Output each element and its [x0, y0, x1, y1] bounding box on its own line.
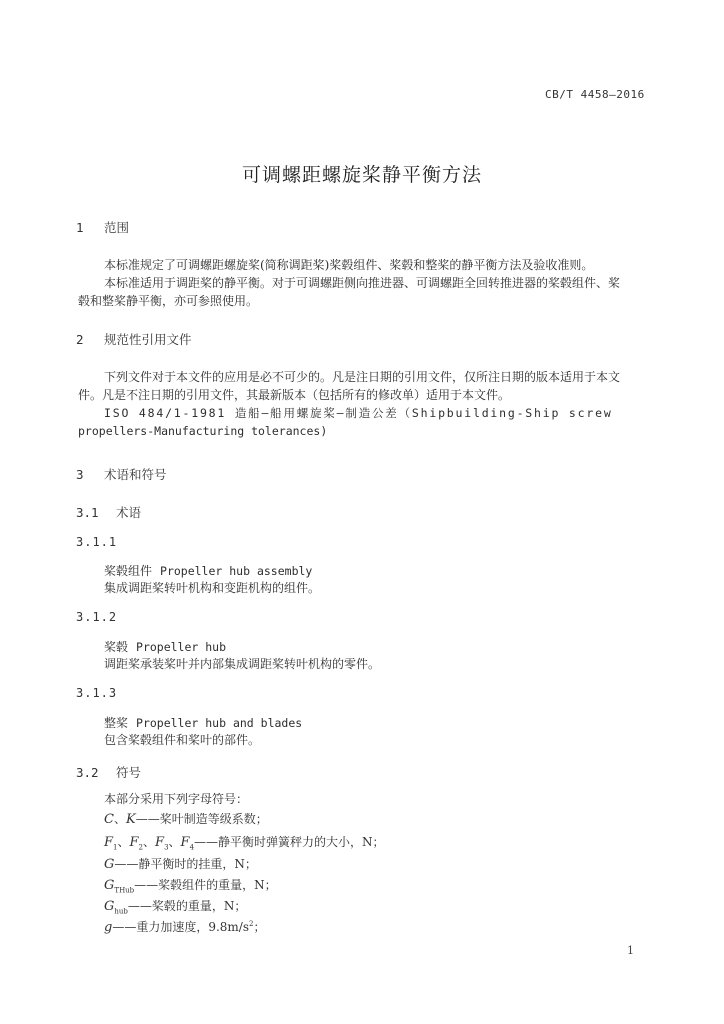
symbol-variable: C: [104, 812, 114, 827]
section-title: 术语: [116, 505, 142, 520]
symbol-subscript: 1: [113, 843, 118, 852]
symbol-subscript: Hub: [119, 886, 135, 895]
symbol-variable: F: [104, 835, 114, 850]
term-entry: [104, 562, 312, 579]
term-chinese: 整桨: [104, 716, 129, 730]
section-title: 范围: [104, 220, 130, 235]
term-english: Propeller hub and blades: [136, 716, 303, 730]
reference-text: ISO 484/1-1981 造船—船用螺旋桨—制造公差（Shipbuilding-Ship screw: [104, 406, 613, 420]
symbol-subscript: 4: [189, 843, 195, 852]
page-number: 1: [627, 944, 634, 957]
symbol-superscript: 2: [249, 920, 254, 928]
symbol-gravity: [104, 918, 265, 935]
paragraph: 本标准适用于调距桨的静平衡。对于可调螺距侧向推进器、可调螺距全回转推进器的桨毂组件、桨: [104, 276, 621, 290]
section-number: 1: [76, 220, 84, 235]
separator: 、: [168, 835, 181, 849]
symbol-variable: g: [104, 920, 113, 935]
symbols-intro: 本部分采用下列字母符号：: [104, 792, 249, 806]
symbol-description: ——桨毂的重量，N；: [127, 899, 247, 913]
symbol-c-k: [104, 810, 268, 827]
term-chinese: 桨毂组件: [104, 564, 153, 578]
term-chinese: 桨毂: [104, 640, 129, 654]
section-1-heading: [76, 218, 129, 236]
symbol-subscript: T: [114, 886, 120, 895]
symbol-subscript: hub: [114, 907, 128, 916]
paragraph-continuation: 件。凡是不注日期的引用文件，其最新版本（包括所有的修改单）适用于本文件。: [78, 388, 511, 402]
term-english: Propeller hub assembly: [160, 564, 313, 578]
section-title: 符号: [116, 765, 142, 780]
term-entry: [104, 638, 226, 655]
punctuation: ；: [253, 920, 266, 934]
symbol-description: ——重力加速度，9.8m/s: [112, 920, 249, 934]
paragraph: 本标准规定了可调螺距螺旋桨(简称调距桨)桨毂组件、桨毂和整桨的静平衡方法及验收准则。: [104, 258, 594, 272]
symbol-subscript: 2: [138, 843, 144, 852]
term-definition: 调距桨承装桨叶并内部集成调距桨转叶机构的零件。: [104, 657, 381, 671]
symbol-variable: F: [155, 835, 165, 850]
term-number: 3.1.3: [76, 686, 118, 700]
section-title: 规范性引用文件: [104, 332, 192, 347]
symbol-g-thub: [104, 876, 277, 894]
term-definition: 包含桨毂组件和桨叶的部件。: [104, 733, 261, 747]
term-number: 3.1.2: [76, 610, 118, 624]
term-entry: [104, 714, 302, 731]
paragraph-continuation: 毂和整桨静平衡，亦可参照使用。: [78, 294, 259, 308]
term-definition: 集成调距桨转叶机构和变距机构的组件。: [104, 581, 321, 595]
symbol-description: ——桨叶制造等级系数；: [135, 812, 268, 826]
separator: 、: [143, 835, 156, 849]
section-2-heading: [76, 330, 192, 348]
symbol-variable: F: [180, 835, 190, 850]
section-title: 术语和符号: [104, 467, 167, 482]
section-number: 2: [76, 332, 84, 347]
normative-reference: [104, 403, 613, 423]
symbol-description: ——静平衡时弹簧秤力的大小，N；: [194, 835, 385, 849]
separator: 、: [113, 812, 126, 826]
symbol-variable: F: [129, 835, 139, 850]
subsection-3-2-heading: [76, 763, 141, 781]
document-title: 可调螺距螺旋桨静平衡方法: [241, 164, 482, 186]
section-3-heading: [76, 465, 167, 483]
term-english: Propeller hub: [136, 640, 227, 654]
symbol-g-hub: [104, 897, 246, 915]
term-number: 3.1.1: [76, 535, 118, 549]
paragraph: 下列文件对于本文件的应用是必不可少的。凡是注日期的引用文件，仅所注日期的版本适用于本文: [104, 370, 621, 384]
symbol-variable: G: [104, 857, 115, 872]
standard-number: CB/T 4458—2016: [545, 88, 645, 101]
section-number: 3.2: [76, 765, 99, 780]
reference-text-continuation: propellers-Manufacturing tolerances): [78, 424, 328, 438]
separator: 、: [117, 835, 130, 849]
symbol-g-weight: [104, 855, 257, 872]
symbol-description: ——桨毂组件的重量，N；: [134, 878, 277, 892]
section-number: 3: [76, 467, 84, 482]
symbol-variable: K: [125, 812, 136, 827]
subsection-3-1-heading: [76, 503, 141, 521]
symbol-variable: G: [104, 899, 115, 914]
symbol-subscript: 3: [164, 843, 169, 852]
symbol-variable: G: [104, 878, 115, 893]
section-number: 3.1: [76, 505, 99, 520]
symbol-f: [104, 833, 385, 851]
symbol-description: ——静平衡时的挂重，N；: [114, 857, 257, 871]
